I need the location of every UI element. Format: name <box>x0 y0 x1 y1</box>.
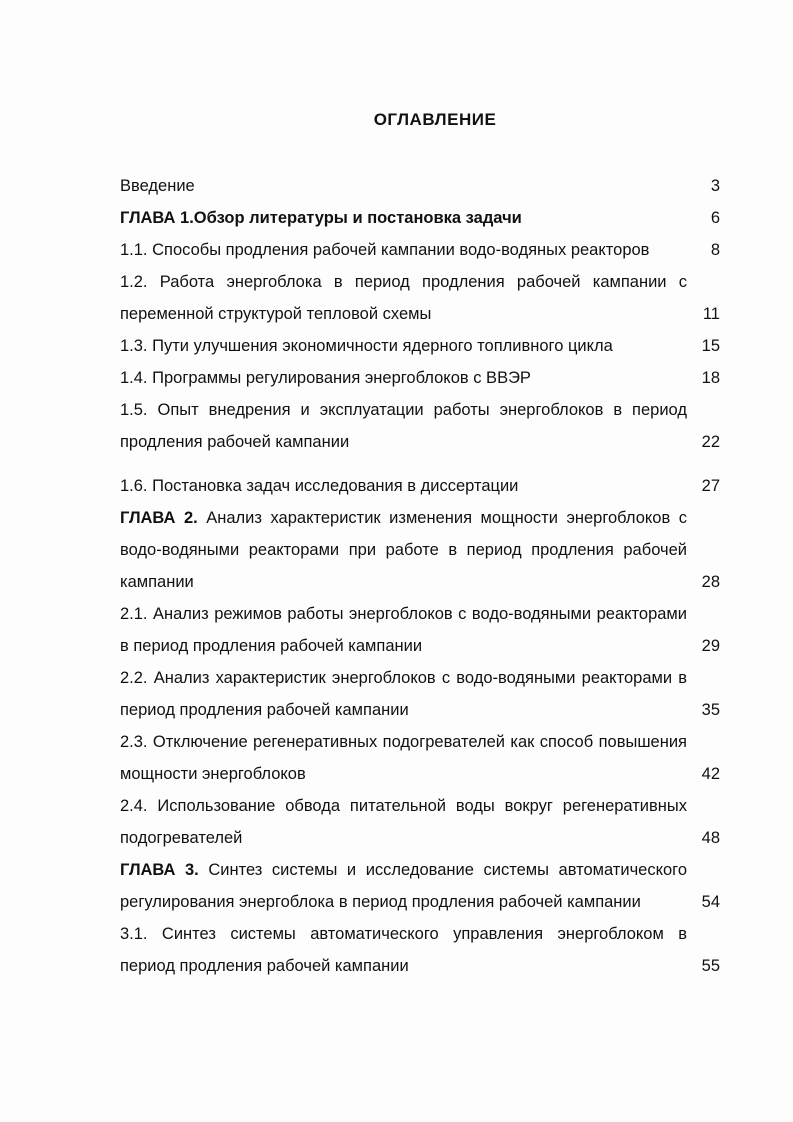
toc-entry-text: 2.2. Анализ характеристик энергоблоков с водо-водяными реакторами в период продления рабочей кампании <box>120 669 687 719</box>
chapter-label: ГЛАВА 3. <box>120 861 199 879</box>
toc-entry-page: 28 <box>701 573 720 591</box>
toc-entry-text: 1.5. Опыт внедрения и эксплуатации работы энергоблоков в период продления рабочей кампании <box>120 401 687 451</box>
toc-entry-text: Введение <box>120 177 195 195</box>
toc-entry-text: 1.6. Постановка задач исследования в диссертации <box>120 477 519 495</box>
toc-entry-page: 6 <box>710 209 720 227</box>
toc-entry-text: 1.3. Пути улучшения экономичности ядерного топливного цикла <box>120 337 613 355</box>
toc-entry-page: 3 <box>710 177 720 195</box>
toc-title: ОГЛАВЛЕНИЕ <box>373 110 497 129</box>
toc-entry-1-1 <box>120 234 720 266</box>
toc-entry-page: 42 <box>701 765 720 783</box>
toc-entry-text: 2.3. Отключение регенеративных подогревателей как способ повышения мощности энергоблоков <box>120 733 687 783</box>
toc-entry-2-2 <box>120 662 720 726</box>
toc-entry-text: 1.1. Способы продления рабочей кампании водо-водяных реакторов <box>120 241 650 259</box>
toc-entry-chapter-1 <box>120 202 720 234</box>
toc-entry-chapter-3 <box>120 854 720 918</box>
toc-entry-page: 15 <box>701 337 720 355</box>
toc-entry-page: 48 <box>701 829 720 847</box>
toc-entry-page: 29 <box>701 637 720 655</box>
toc-entry-page: 18 <box>701 369 720 387</box>
toc-entry-page: 22 <box>701 433 720 451</box>
toc-entry-text <box>120 502 687 598</box>
toc-entry-text: 2.1. Анализ режимов работы энергоблоков с водо-водяными реакторами в период продления рабочей кампании <box>120 605 687 655</box>
chapter-title: Синтез системы и исследование системы автоматического регулирования энергоблока в период продления рабочей кампании <box>120 861 688 911</box>
toc-entry-1-6 <box>120 470 720 502</box>
toc-entry-1-2 <box>120 266 720 330</box>
table-of-contents <box>120 170 720 982</box>
toc-entry-3-1 <box>120 918 720 982</box>
toc-entry-text: ГЛАВА 1.Обзор литературы и постановка задачи <box>120 209 522 227</box>
toc-entry-text: 1.4. Программы регулирования энергоблоков с ВВЭР <box>120 369 531 387</box>
chapter-label: ГЛАВА 2. <box>120 509 198 527</box>
toc-entry-page: 55 <box>701 957 720 975</box>
toc-entry-text: 2.4. Использование обвода питательной воды вокруг регенеративных подогревателей <box>120 797 687 847</box>
toc-entry-1-3 <box>120 330 720 362</box>
toc-entry-page: 54 <box>701 893 720 911</box>
toc-entry-text: 3.1. Синтез системы автоматического управления энергоблоком в период продления рабочей кампании <box>120 925 687 975</box>
chapter-title: Анализ характеристик изменения мощности энергоблоков с водо-водяными реакторами при работе в период продления рабочей кампании <box>120 509 687 591</box>
toc-entry-text <box>120 854 687 918</box>
toc-entry-introduction <box>120 170 720 202</box>
toc-entry-2-3 <box>120 726 720 790</box>
toc-entry-page: 11 <box>702 305 720 323</box>
toc-entry-page: 8 <box>710 241 720 259</box>
toc-entry-2-4 <box>120 790 720 854</box>
toc-entry-2-1 <box>120 598 720 662</box>
toc-entry-page: 35 <box>701 701 720 719</box>
toc-entry-chapter-2 <box>120 502 720 598</box>
toc-entry-1-5 <box>120 394 720 458</box>
toc-entry-text: 1.2. Работа энергоблока в период продления рабочей кампании с переменной структурой тепловой схемы <box>120 273 687 323</box>
toc-entry-page: 27 <box>701 477 720 495</box>
toc-entry-1-4 <box>120 362 720 394</box>
